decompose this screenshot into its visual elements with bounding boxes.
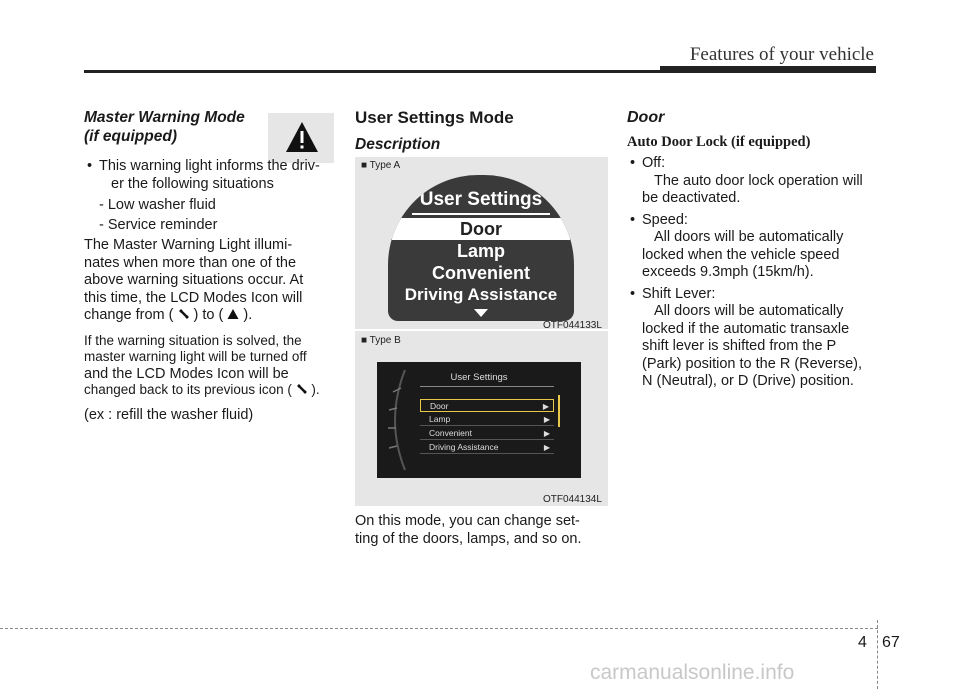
paragraph [355, 513, 610, 548]
warning-triangle-icon [227, 308, 239, 320]
subheading-description: Description [355, 136, 441, 153]
text-line: shift lever is shifted from the P [642, 338, 837, 354]
text-line: this time, the LCD Modes Icon will [84, 289, 303, 306]
menu-item-label: Door [430, 401, 449, 411]
list-item: - Service reminder [99, 217, 218, 233]
option-description [627, 173, 879, 191]
text-span: ). [311, 382, 320, 397]
text-line: • This warning light informs the driv- [99, 158, 320, 174]
menu-item-lamp [420, 413, 554, 426]
screen-title: User Settings [450, 372, 508, 383]
heading-line: (if equipped) [84, 128, 177, 145]
menu-item-driving-assistance [420, 441, 554, 454]
text-line: and the LCD Modes Icon will be [84, 365, 289, 382]
section-heading-user-settings: User Settings Mode [355, 108, 514, 127]
text-line [84, 307, 334, 325]
lcd-screen-type-a [388, 175, 574, 321]
option-shift-lever: • Shift Lever: [627, 286, 879, 304]
option-description [627, 247, 879, 282]
column-door [627, 108, 879, 391]
text-line: master warning light will be turned off [84, 349, 307, 364]
text-line: All doors will be automatically [654, 229, 844, 245]
chevron-right-icon: ▶ [543, 429, 550, 438]
figure-label-type-b: ■ Type B [361, 335, 401, 346]
menu-item-lamp: Lamp [456, 241, 505, 261]
text-line: N (Neutral), or D (Drive) position. [642, 373, 854, 389]
option-off: • Off: [627, 155, 879, 173]
heading-line: Master Warning Mode [84, 109, 245, 126]
text-line: er the following situations [111, 175, 274, 192]
example-note: (ex : refill the washer fluid) [84, 406, 254, 423]
column-user-settings [355, 108, 608, 154]
text-line: nates when more than one of the [84, 254, 297, 271]
watermark: carmanualsonline.info [590, 661, 795, 684]
chevron-right-icon: ▶ [542, 402, 549, 411]
text-line: locked when the vehicle speed [642, 246, 840, 263]
column-master-warning [84, 108, 334, 424]
text-line: If the warning situation is solved, the [84, 332, 302, 348]
text-line: above warning situations occur. At [84, 272, 304, 288]
figure-label-type-a: ■ Type A [361, 160, 401, 171]
text-span: ) to ( [193, 307, 224, 323]
menu-item-door: Door [460, 219, 502, 239]
menu-item-driving-assistance: Driving Assistance [404, 285, 558, 304]
chapter-number: 4 [858, 634, 867, 651]
text-line: The Master Warning Light illumi- [84, 237, 293, 253]
paragraph [84, 237, 334, 325]
menu-item-label: Convenient [429, 428, 473, 438]
page-number: 67 [882, 634, 900, 651]
screen-divider [420, 386, 554, 387]
menu-item-door [420, 399, 554, 412]
scroll-down-icon [474, 309, 488, 317]
footer-divider [877, 620, 878, 689]
menu-item-label: Lamp [429, 414, 451, 424]
text-line: be deactivated. [642, 190, 741, 206]
option-speed: • Speed: [627, 212, 879, 230]
text-span: ). [243, 307, 253, 323]
lcd-screen-type-b [377, 362, 581, 478]
bullet-item [84, 158, 334, 193]
chevron-right-icon: ▶ [543, 415, 550, 424]
text-line: The auto door lock operation will [654, 172, 863, 189]
option-description [627, 229, 879, 247]
section-heading-door: Door [627, 109, 665, 126]
text-line: All doors will be automatically [654, 303, 844, 319]
text-line: (Park) position to the R (Reverse), [642, 355, 862, 372]
figure-code-type-a: OTF044133L [543, 320, 602, 331]
option-description [627, 303, 879, 321]
text-span: change from ( [84, 307, 174, 323]
text-line: On this mode, you can change set- [355, 513, 580, 529]
gauge-decoration [381, 368, 409, 472]
text-line: exceeds 9.3mph (15km/h). [642, 264, 814, 280]
menu-item-convenient: Convenient [431, 263, 530, 283]
header-rule-accent [660, 66, 876, 73]
header-title: Features of your vehicle [689, 44, 874, 65]
menu-item-label: Driving Assistance [429, 442, 499, 452]
text-line: ting of the doors, lamps, and so on. [355, 530, 582, 547]
wrench-icon [296, 383, 308, 395]
screen-title: User Settings [419, 189, 543, 210]
scrollbar-indicator [558, 395, 560, 427]
section-heading-master-warning [84, 108, 334, 146]
subheading-auto-door-lock: Auto Door Lock (if equipped) [627, 134, 811, 150]
screen-divider [412, 213, 550, 215]
wrench-icon [178, 308, 190, 320]
menu-item-convenient [420, 427, 554, 440]
chevron-right-icon: ▶ [543, 443, 550, 452]
text-span: changed back to its previous icon ( [84, 382, 292, 397]
figure-code-type-b: OTF044134L [543, 494, 602, 505]
list-item: - Low washer fluid [99, 197, 216, 213]
footer-rule [0, 628, 878, 629]
paragraph [84, 333, 334, 399]
option-description [627, 321, 879, 391]
text-line [84, 382, 334, 399]
text-line: locked if the automatic transaxle [642, 320, 850, 337]
